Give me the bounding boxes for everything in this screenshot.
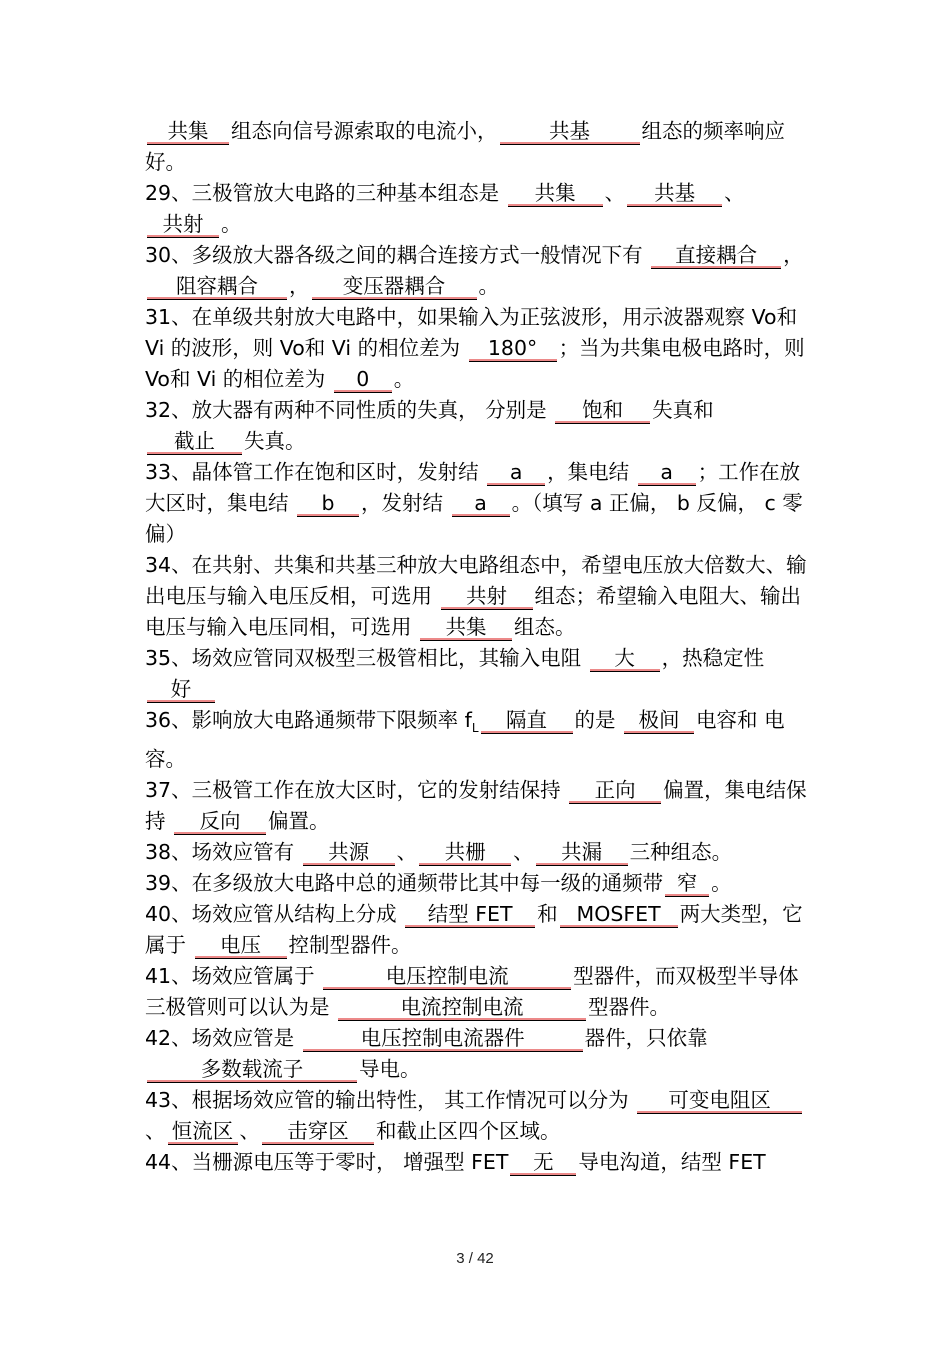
question-text: 37、三极管工作在放大区时，它的发射结保持 [145, 778, 568, 803]
question-text: 、 [239, 1119, 260, 1144]
question-text: 失真和 [652, 398, 714, 422]
answer-blank: 变压器耦合 [312, 273, 477, 300]
question-text: 组态的频率响应好。 [145, 119, 785, 174]
subscript: L [471, 721, 479, 736]
answer-blank: 共射 [441, 583, 533, 610]
question-text: 38、场效应管有 [145, 840, 301, 865]
question-text: 40、场效应管从结构上分成 [145, 902, 404, 927]
answer-blank: 大 [590, 645, 660, 672]
question-text: 36、影响放大电路通频带下限频率 f [145, 708, 472, 732]
answer-blank: 电压控制电流器件 [303, 1025, 583, 1052]
question-text: 三种组态。 [629, 840, 733, 865]
question-text: 控制型器件。 [288, 933, 412, 958]
question-text: 导电。 [359, 1057, 421, 1082]
question-text: 、 [145, 1119, 166, 1144]
question-text: 型器件，而双极型半导体三极管则可以认为是 [145, 964, 799, 1020]
question-text: ；当为共集电极电路时，则 Vo和 Vi 的相位差为 [145, 336, 805, 391]
question-text: 41、场效应管属于 [145, 964, 322, 989]
answer-blank: 反向 [174, 808, 266, 835]
question-text: 43、根据场效应管的输出特性， 其工作情况可以分为 [145, 1088, 636, 1113]
question-item [145, 1147, 815, 1178]
answer-blank: 可变电阻区 [637, 1087, 802, 1114]
question-text: ，发射结 [361, 491, 450, 515]
question-text: 、 [396, 840, 418, 865]
answer-blank: a [638, 459, 696, 486]
answer-blank: 共集 [420, 614, 512, 641]
question-text: 和 [537, 902, 558, 927]
answer-blank: 好 [147, 676, 215, 703]
question-item [145, 457, 815, 550]
question-item [145, 116, 815, 178]
answer-blank: 共栅 [419, 839, 511, 866]
answer-blank: 电压控制电流 [323, 963, 571, 990]
question-item [145, 240, 815, 302]
question-text: 电容。 [145, 708, 785, 772]
answer-blank: a [452, 490, 510, 517]
question-text: ， [783, 243, 804, 267]
answer-blank: MOSFET [560, 901, 678, 928]
question-item [145, 1023, 815, 1085]
question-text: 。 [711, 871, 732, 896]
answer-blank: 阻容耦合 [147, 273, 287, 300]
question-item [145, 1085, 815, 1147]
answer-blank: 共漏 [536, 839, 628, 866]
answer-blank: 0 [334, 366, 392, 393]
question-text: 组态。 [514, 615, 576, 639]
answer-blank: b [297, 490, 359, 517]
question-list [145, 116, 815, 1178]
question-text: 29、三极管放大电路的三种基本组态是 [145, 181, 506, 205]
question-text: 。（填写 a 正偏， b 反偏， c 零偏） [145, 491, 803, 546]
question-item [145, 961, 815, 1023]
answer-blank: 隔直 [481, 707, 573, 734]
answer-blank: 共集 [508, 180, 603, 207]
question-text: 组态向信号源索取的电流小， [231, 119, 498, 143]
answer-blank: 无 [510, 1149, 576, 1176]
answer-blank: 共基 [627, 180, 722, 207]
answer-blank: 180° [469, 335, 557, 362]
question-item [145, 178, 815, 240]
answer-blank: 窄 [665, 870, 709, 897]
question-text: 。 [221, 212, 242, 236]
answer-blank: 共基 [500, 118, 640, 145]
question-text: 39、在多级放大电路中总的通频带比其中每一级的通频带 [145, 871, 664, 896]
answer-blank: 饱和 [555, 397, 650, 424]
question-item [145, 302, 815, 395]
question-text: 35、场效应管同双极型三极管相比，其输入电阻 [145, 646, 588, 670]
question-text: ，热稳定性 [661, 646, 765, 670]
question-text: 的是 [574, 708, 623, 732]
question-text: 、 [604, 181, 626, 205]
question-item [145, 775, 815, 837]
question-item [145, 395, 815, 457]
question-text: 32、放大器有两种不同性质的失真， 分别是 [145, 398, 554, 422]
question-text: ；工作在放大区时，集电结 [145, 460, 801, 515]
answer-blank: 电流控制电流 [338, 994, 586, 1021]
question-text: 器件，只依靠 [584, 1026, 708, 1051]
question-item [145, 643, 815, 705]
question-text: 型器件。 [588, 995, 671, 1020]
answer-blank: 击穿区 [262, 1118, 374, 1145]
question-text: ，集电结 [547, 460, 636, 484]
question-text: 、 [513, 840, 534, 865]
answer-blank: 直接耦合 [651, 242, 781, 269]
answer-blank: 正向 [569, 777, 661, 804]
answer-blank: 截止 [147, 428, 242, 455]
answer-blank: 共源 [303, 839, 395, 866]
question-text: 44、当栅源电压等于零时， 增强型 FET [145, 1150, 509, 1175]
question-text: 42、场效应管是 [145, 1026, 301, 1051]
page-number: 3 / 42 [456, 1250, 494, 1267]
question-item [145, 837, 815, 868]
question-text: 两大类型，它属于 [145, 902, 803, 958]
question-text: 33、晶体管工作在饱和区时，发射结 [145, 460, 486, 484]
question-text: 31、在单级共射放大电路中，如果输入为正弦波形，用示波器观察 Vo和 Vi 的波形，则 Vo和 Vi 的相位差为 [145, 305, 798, 360]
question-item [145, 899, 815, 961]
question-text: ， [289, 274, 310, 298]
question-text: 偏置。 [268, 809, 330, 834]
answer-blank: 多数载流子 [147, 1056, 357, 1083]
answer-blank: 结型 FET [405, 901, 535, 928]
question-text: 。 [393, 367, 415, 391]
question-text: 偏置，集电结保持 [145, 778, 807, 834]
question-item [145, 868, 815, 899]
answer-blank: 电压 [195, 932, 287, 959]
answer-blank: 共集 [147, 118, 229, 145]
answer-blank: 共射 [147, 211, 219, 238]
question-text: 电容和 [696, 708, 765, 732]
question-text: 。 [478, 274, 499, 298]
question-text: 组态；希望输入电阻大、输出电压与输入电压同相，可选用 [145, 584, 802, 639]
question-text: 和截止区四个区域。 [376, 1119, 561, 1144]
question-text: 失真。 [244, 429, 306, 453]
question-text: 30、多级放大器各级之间的耦合连接方式一般情况下有 [145, 243, 650, 267]
answer-blank: 极间 [624, 707, 694, 734]
question-text: 、 [724, 181, 745, 205]
question-item [145, 705, 815, 775]
question-item [145, 550, 815, 643]
answer-blank: a [487, 459, 545, 486]
question-text: 导电沟道，结型 FET [578, 1150, 766, 1175]
question-text: 34、在共射、共集和共基三种放大电路组态中，希望电压放大倍数大、输出电压与输入电压反相，可选用 [145, 553, 807, 608]
answer-blank: 恒流区 [168, 1118, 238, 1145]
